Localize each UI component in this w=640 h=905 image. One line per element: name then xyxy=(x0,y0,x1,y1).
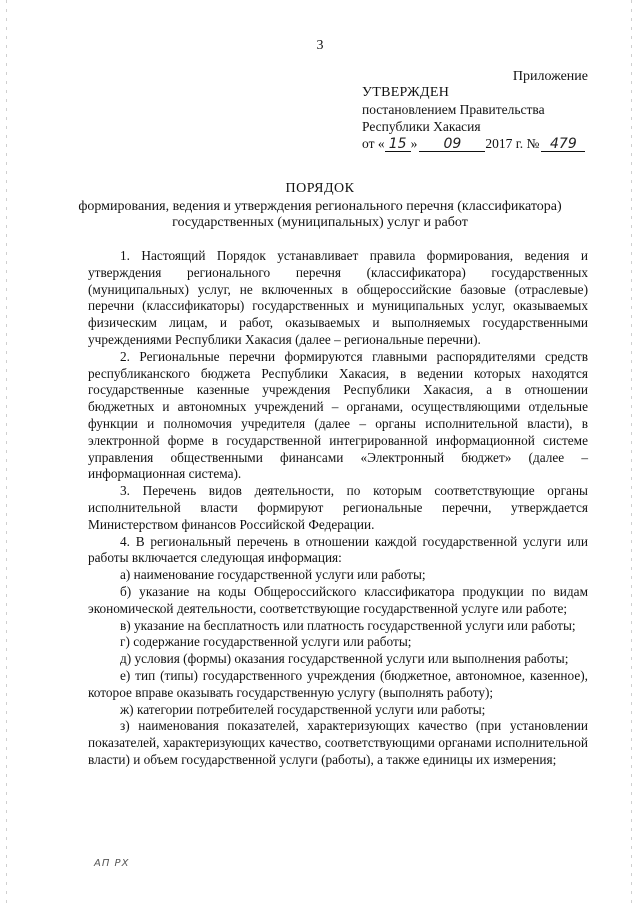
paragraph: 3. Перечень видов деятельности, по которым соответствующие органы исполнительной власти формируют региональные перечни, утверждается Министерством финансов Российской Федерации. xyxy=(88,483,588,532)
paragraph: 2. Региональные перечни формируются главными распорядителями средств республиканского бюджета Республики Хакасия, в ведении которых находятся государственные казенные учреждения Республики Хакасия, а в отношении бюджетных и автономных учреждений – органами, осуществляющими отдельные функции и полномочия учредителя (далее – органы исполнительной власти), в электронной форме в государственной интегрированной информационной системе управления общественными финансами «Электронный бюджет» (далее – информационная система). xyxy=(88,348,588,482)
date-mid: » xyxy=(410,136,418,151)
document-title: ПОРЯДОК xyxy=(285,181,355,196)
date-prefix: от « xyxy=(362,136,385,151)
approval-date-line xyxy=(362,135,585,152)
list-item: г) содержание государственной услуги или работы; xyxy=(120,634,412,650)
page-number: 3 xyxy=(316,38,324,53)
approval-block xyxy=(362,84,585,152)
list-item: б) указание на коды Общероссийского классификатора продукции по видам экономической деятельности, соответствующие государственной услуге или работе; xyxy=(88,583,588,616)
footer-mark: АП РХ xyxy=(94,858,130,869)
list-item: ж) категории потребителей государственной услуги или работы; xyxy=(120,701,486,717)
list-item: в) указание на бесплатность или платность государственной услуги или работы; xyxy=(120,617,576,633)
list-item: е) тип (типы) государственного учреждения (бюджетное, автономное, казенное), которое вправе оказывать государственную услугу (выполнять работу); xyxy=(88,667,588,700)
date-day-handwritten: 15 xyxy=(385,137,411,152)
approval-line-1: постановлением Правительства xyxy=(362,102,545,117)
document-subtitle-line-1: формирования, ведения и утверждения регионального перечня (классификатора) xyxy=(78,199,562,214)
approved-title: УТВЕРЖДЕН xyxy=(362,85,450,100)
document-body xyxy=(88,248,588,769)
scan-edge-right xyxy=(631,0,632,905)
doc-number-handwritten: 479 xyxy=(541,137,585,152)
date-year: 2017 г. № xyxy=(485,136,540,151)
document-title-block xyxy=(0,181,640,231)
appendix-label: Приложение xyxy=(512,69,588,84)
document-subtitle-line-2: государственных (муниципальных) услуг и работ xyxy=(172,215,468,230)
paragraph: 4. В региональный перечень в отношении каждой государственной услуги или работы включается следующая информация: xyxy=(88,533,588,566)
list-item: д) условия (формы) оказания государственной услуги или выполнения работы; xyxy=(120,651,569,667)
paragraph: 1. Настоящий Порядок устанавливает правила формирования, ведения и утверждения регионального перечня (классификатора) государственных (муниципальных) услуг, не включенных в общероссийские базовые (отраслевые) перечни (классификаторы) государственных и муниципальных услуг, оказываемых физическим лицам, и работ, оказываемых и выполняемых государственными учреждениями Республики Хакасия (далее – региональные перечни). xyxy=(88,248,588,347)
list-item: а) наименование государственной услуги или работы; xyxy=(120,567,426,583)
list-item: з) наименования показателей, характеризующих качество (при установлении показателей, характеризующих качество, соответствующими органами исполнительной власти) и объем государственной услуги (работы), а также единицы их измерения; xyxy=(88,718,588,767)
approval-line-2: Республики Хакасия xyxy=(362,119,481,134)
scan-edge-left xyxy=(6,0,7,905)
date-month-handwritten: 09 xyxy=(419,137,485,152)
